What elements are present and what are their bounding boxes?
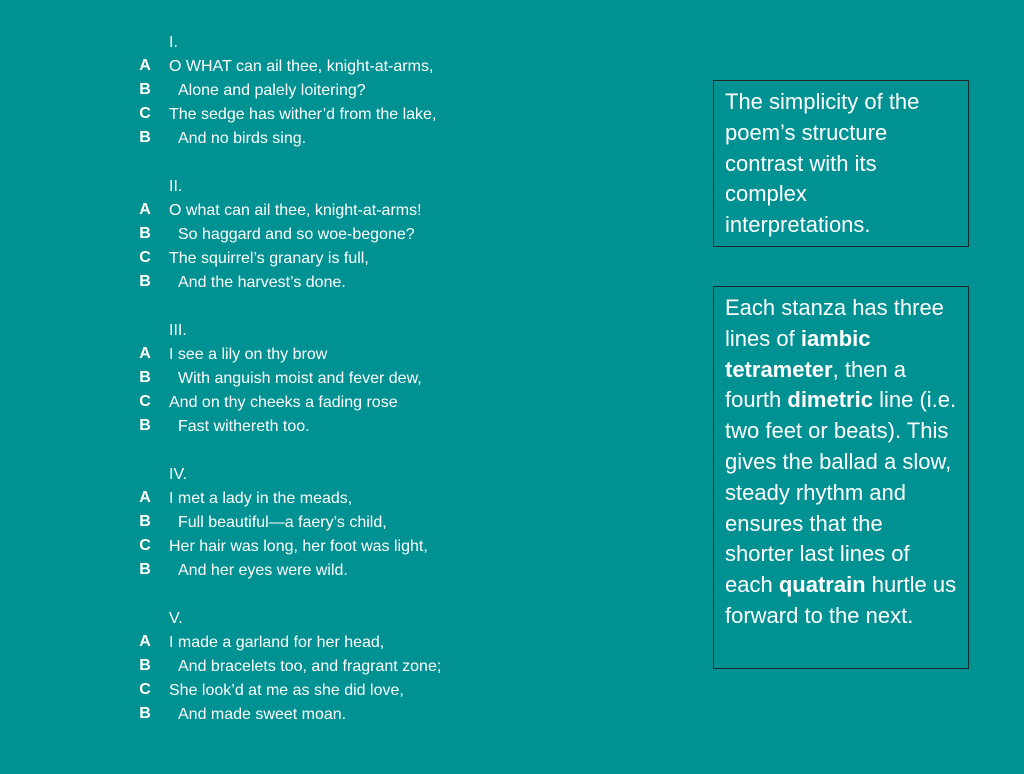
dimetric-term: dimetric — [787, 387, 873, 413]
poem-line: The sedge has wither’d from the lake, — [169, 106, 437, 123]
rhyme-letter: B — [139, 657, 151, 674]
poem-line: Her hair was long, her foot was light, — [169, 538, 428, 555]
meter-note-text: Each stanza has three lines of — [725, 295, 944, 351]
stanza-1 — [169, 31, 499, 175]
rhyme-letter: B — [139, 273, 151, 290]
rhyme-group-1 — [137, 54, 153, 198]
rhyme-letter: C — [139, 537, 151, 554]
poem-line: And made sweet moan. — [178, 706, 347, 723]
meter-note-text: line (i.e. two feet or beats). This gives the ballad a slow, steady rhythm and ensures that the shorter last lines of each — [725, 387, 957, 598]
poem-line: And her eyes were wild. — [178, 562, 348, 579]
rhyme-letter: B — [139, 129, 151, 146]
meter-note-text: hurtle us forward to the next. — [725, 572, 957, 628]
stanza-numeral: I. — [169, 34, 178, 51]
stanza-numeral: IV. — [169, 466, 188, 483]
rhyme-letter: B — [139, 513, 151, 530]
rhyme-letter: C — [139, 105, 151, 122]
poem-line: And the harvest’s done. — [178, 274, 346, 291]
structure-note-box — [713, 80, 969, 247]
rhyme-letter: C — [139, 681, 151, 698]
rhyme-letter: A — [139, 489, 151, 506]
stanza-numeral: V. — [169, 610, 183, 627]
meter-note-text: , then a fourth — [725, 356, 906, 413]
rhyme-letter: B — [139, 369, 151, 386]
poem-line: And no birds sing. — [178, 130, 307, 147]
poem-line: Fast withereth too. — [178, 418, 310, 435]
poem-line: And on thy cheeks a fading rose — [169, 394, 398, 411]
rhyme-letter: A — [139, 57, 151, 74]
poem-line: And bracelets too, and fragrant zone; — [178, 658, 442, 675]
poem-line: I see a lily on thy brow — [169, 346, 328, 363]
poem-line: O WHAT can ail thee, knight-at-arms, — [169, 58, 434, 75]
rhyme-letter: B — [139, 225, 151, 242]
rhyme-letter: A — [139, 345, 151, 362]
meter-note-box — [713, 286, 969, 669]
poem-line: O what can ail thee, knight-at-arms! — [169, 202, 422, 219]
rhyme-letter: C — [139, 249, 151, 266]
stanza-2 — [169, 175, 499, 319]
stanza-numeral: II. — [169, 178, 183, 195]
poem-line: The squirrel’s granary is full, — [169, 250, 369, 267]
quatrain-term: quatrain — [778, 572, 866, 598]
rhyme-group-5 — [137, 630, 153, 774]
poem-line: I made a garland for her head, — [169, 634, 385, 651]
structure-note-text: The simplicity of the poem’s structure contrast with its complex interpretations. — [725, 89, 920, 238]
rhyme-group-2 — [137, 198, 153, 342]
stanza-numeral: III. — [169, 322, 187, 339]
rhyme-letter: B — [139, 417, 151, 434]
poem-text — [169, 31, 499, 751]
poem-line: So haggard and so woe-begone? — [178, 226, 415, 243]
rhyme-group-3 — [137, 342, 153, 486]
poem-line: She look’d at me as she did love, — [169, 682, 404, 699]
stanza-4 — [169, 463, 499, 607]
stanza-5 — [169, 607, 499, 751]
rhyme-letter: C — [139, 393, 151, 410]
rhyme-letter: B — [139, 561, 151, 578]
rhyme-letter: A — [139, 633, 151, 650]
poem-line: Full beautiful—a faery’s child, — [178, 514, 387, 531]
iambic-tetrameter-term: iambic tetrameter — [725, 325, 871, 382]
rhyme-group-4 — [137, 486, 153, 630]
poem-line: Alone and palely loitering? — [178, 82, 366, 99]
rhyme-letter: B — [139, 81, 151, 98]
rhyme-letter: A — [139, 201, 151, 218]
rhyme-letter: B — [139, 705, 151, 722]
poem-line: With anguish moist and fever dew, — [178, 370, 422, 387]
poem-line: I met a lady in the meads, — [169, 490, 353, 507]
rhyme-scheme-column — [137, 54, 153, 774]
stanza-3 — [169, 319, 499, 463]
